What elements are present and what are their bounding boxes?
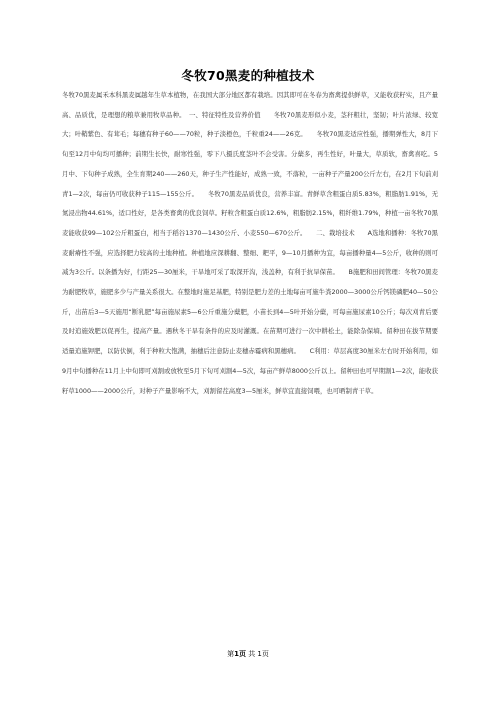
footer-total-pages: 1页: [257, 650, 269, 658]
document-title: 冬牧70黑麦的种植技术: [181, 68, 315, 83]
footer-middle: 共: [245, 650, 258, 658]
page-footer: [0, 649, 496, 659]
footer-prefix: 第: [227, 650, 235, 658]
document-body: 冬牧70黑麦属禾本科黑麦属越年生草本植物，在我国大部分地区都有栽培。因其即可在冬春为畜禽提供鲜草，又能收获籽实，且产量高、品质优，是理想的粮草兼用牧草品种。 一、特征特性及营养价值 冬牧70黑麦形似小麦，茎秆粗壮，坚韧；叶片浓绿、较宽大；叶鞘紫色、有茸毛；每穗有种子60——70粒，种子淡橙色，千粒重24——26克。 冬牧70黑麦适应性强，播期弹性大，8月下旬至12月中旬均可播种；前期生长快，耐寒性强，零下八摄氏度茎叶不会受害。分蘖多，再生性好，叶量大，草质软，畜禽喜吃。5月中、下旬种子成熟，全生育期240——260天，种子生产性能好，成熟一致，不落粒，一亩种子产量200公斤左右，在2月下旬前刈青1—2次，每亩仍可收获种子115—155公斤。 冬牧70黑麦品质优良，营养丰富。青鲜草含粗蛋白质5.83%，粗脂肪1.91%，无氮浸出物44.61%，适口性好，是各类畜禽的优良饲草。籽粒含粗蛋白质12.6%，粗脂肪2.15%，粗纤维1.79%，种植一亩冬牧70黑麦能收获99—102公斤粗蛋白，相当于稻谷1370—1430公斤、小麦550—670公斤。 二、栽培技术 A选地和播种：冬牧70黑麦耐瘠性不强，应选择肥力较高的土地种植。种植地应深耕翻、整细、耙平，9—10月播种为宜，每亩播种量4—5公斤，收种的则可减为3公斤。以条播为好，行距25—30厘米，干旱地可采了取深开沟，浅盖种，有利于抗旱保苗。 B施肥和田间管理：冬牧70黑麦为耐肥牧草，施肥多少与产量关系很大。在整地时施足基肥，特别是肥力差的土地每亩可施牛粪2000—3000公斤钙镁磷肥40—50公斤，出苗后3—5天施用“断乳肥”每亩施尿素5—6公斤重施分蘖肥，小苗长到4—5叶开始分蘖，可每亩施尿素10公斤；每次刈青后要及时追施效肥以促再生，提高产量。遇秋冬干旱有条件的应及时灌溉。在苗期可进行一次中耕松土，能除杂保墒。留种田在拔节期要适量追施钾肥，以防伏倒，利于种粒大饱满，抽穗后注意防止麦穗赤霉病和黑穗病。 C利用：草层高度30厘米左右时开始利用，如9月中旬播种在11月上中旬即可刈割或放牧至5月下旬可刈割4—5次，每亩产鲜草8000公斤以上。留种田也可早期割1—2次，能收获籽草1000——2000公斤，对种子产量影响不大，刈割留茬高度3—5厘米，鲜草宜直接饲喂，也可晒制青干草。: [62, 91, 438, 395]
footer-current-page: 1页: [234, 650, 246, 658]
